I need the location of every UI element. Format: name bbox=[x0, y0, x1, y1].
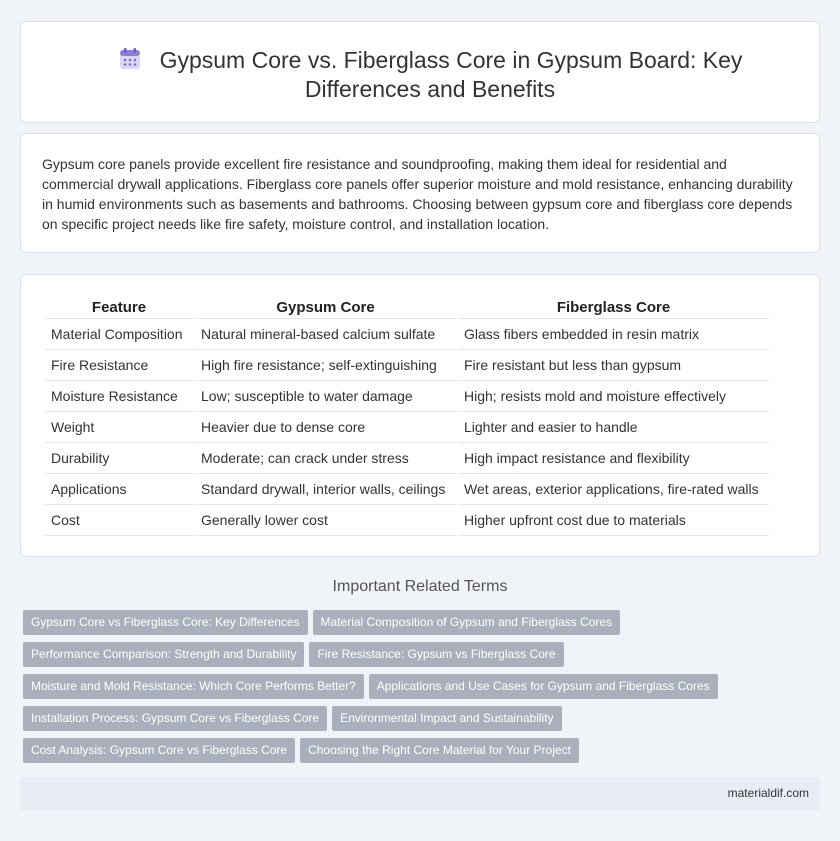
feature-cell: Cost bbox=[45, 505, 193, 536]
related-terms-title: Important Related Terms bbox=[332, 578, 508, 595]
related-terms-list bbox=[23, 610, 813, 770]
table-row bbox=[45, 443, 769, 474]
gypsum-cell: High fire resistance; self-extinguishing bbox=[195, 350, 456, 381]
table-body bbox=[45, 319, 769, 536]
gypsum-cell: Heavier due to dense core bbox=[195, 412, 456, 443]
tag-row bbox=[23, 674, 813, 706]
related-term-tag[interactable]: Choosing the Right Core Material for Your Project bbox=[300, 738, 579, 763]
feature-cell: Fire Resistance bbox=[45, 350, 193, 381]
related-term-tag[interactable]: Fire Resistance: Gypsum vs Fiberglass Core bbox=[309, 642, 563, 667]
related-term-tag[interactable]: Performance Comparison: Strength and Durability bbox=[23, 642, 304, 667]
footer bbox=[20, 777, 820, 810]
gypsum-cell: Natural mineral-based calcium sulfate bbox=[195, 319, 456, 350]
tag-row bbox=[23, 738, 813, 770]
table-row bbox=[45, 319, 769, 350]
related-term-tag[interactable]: Material Composition of Gypsum and Fiberglass Cores bbox=[313, 610, 620, 635]
header-card bbox=[20, 21, 820, 123]
related-term-tag[interactable]: Installation Process: Gypsum Core vs Fiberglass Core bbox=[23, 706, 327, 731]
tag-row bbox=[23, 706, 813, 738]
column-header-gypsum: Gypsum Core bbox=[195, 296, 456, 319]
tag-row bbox=[23, 642, 813, 674]
related-term-tag[interactable]: Gypsum Core vs Fiberglass Core: Key Differences bbox=[23, 610, 308, 635]
gypsum-cell: Standard drywall, interior walls, ceilings bbox=[195, 474, 456, 505]
fiberglass-cell: High impact resistance and flexibility bbox=[458, 443, 769, 474]
fiberglass-cell: Lighter and easier to handle bbox=[458, 412, 769, 443]
fiberglass-cell: Higher upfront cost due to materials bbox=[458, 505, 769, 536]
gypsum-cell: Moderate; can crack under stress bbox=[195, 443, 456, 474]
feature-cell: Durability bbox=[45, 443, 193, 474]
feature-cell: Material Composition bbox=[45, 319, 193, 350]
column-header-fiberglass: Fiberglass Core bbox=[458, 296, 769, 319]
gypsum-cell: Generally lower cost bbox=[195, 505, 456, 536]
related-term-tag[interactable]: Applications and Use Cases for Gypsum and Fiberglass Cores bbox=[369, 674, 718, 699]
calendar-icon bbox=[118, 47, 142, 71]
feature-cell: Weight bbox=[45, 412, 193, 443]
fiberglass-cell: Fire resistant but less than gypsum bbox=[458, 350, 769, 381]
title-wrap bbox=[81, 46, 779, 104]
table-header-row bbox=[45, 296, 769, 319]
table-row bbox=[45, 412, 769, 443]
intro-card bbox=[20, 133, 820, 253]
gypsum-cell: Low; susceptible to water damage bbox=[195, 381, 456, 412]
page-title-text: Gypsum Core vs. Fiberglass Core in Gypsum Board: Key Differences and Benefits bbox=[159, 47, 743, 102]
fiberglass-cell: High; resists mold and moisture effectively bbox=[458, 381, 769, 412]
feature-cell: Moisture Resistance bbox=[45, 381, 193, 412]
related-term-tag[interactable]: Cost Analysis: Gypsum Core vs Fiberglass Core bbox=[23, 738, 295, 763]
fiberglass-cell: Glass fibers embedded in resin matrix bbox=[458, 319, 769, 350]
page-title bbox=[81, 46, 779, 104]
table-row bbox=[45, 474, 769, 505]
comparison-card bbox=[20, 274, 820, 557]
table-row bbox=[45, 505, 769, 536]
table-row bbox=[45, 381, 769, 412]
related-term-tag[interactable]: Moisture and Mold Resistance: Which Core Performs Better? bbox=[23, 674, 364, 699]
feature-cell: Applications bbox=[45, 474, 193, 505]
comparison-table bbox=[43, 296, 771, 536]
footer-site-link[interactable]: materialdif.com bbox=[727, 786, 809, 800]
table-row bbox=[45, 350, 769, 381]
intro-paragraph: Gypsum core panels provide excellent fire resistance and soundproofing, making them ideal for residential and commercial drywall applications. Fiberglass core panels offer superior moisture and mold resistance, enhancing durability in humid environments such as basements and bathrooms. Choosing between gypsum core and fiberglass core depends on specific project needs like fire safety, moisture control, and installation location. bbox=[42, 156, 793, 232]
tag-row bbox=[23, 610, 813, 642]
fiberglass-cell: Wet areas, exterior applications, fire-rated walls bbox=[458, 474, 769, 505]
column-header-feature: Feature bbox=[45, 296, 193, 319]
related-term-tag[interactable]: Environmental Impact and Sustainability bbox=[332, 706, 561, 731]
